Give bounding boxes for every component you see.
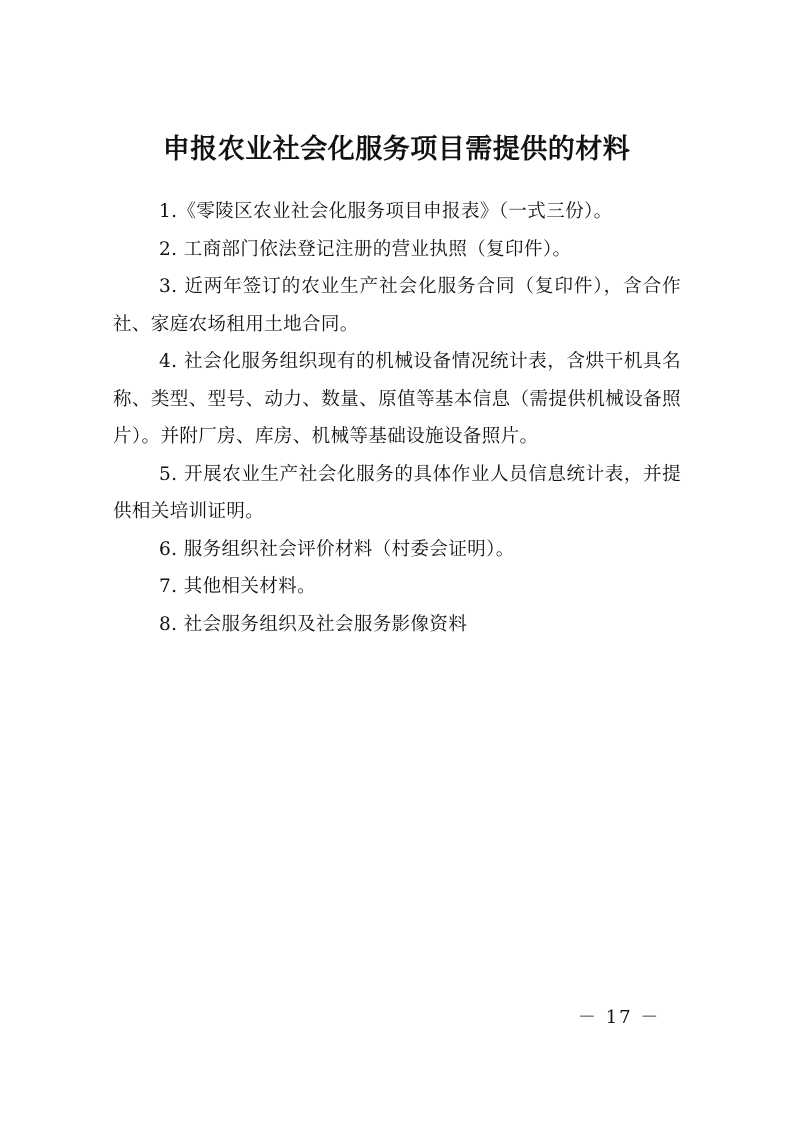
document-title: 申报农业社会化服务项目需提供的材料	[162, 134, 631, 166]
list-item: 4. 社会化服务组织现有的机械设备情况统计表，含烘干机具名称、类型、型号、动力、数量、原值等基本信息（需提供机械设备照片）。并附厂房、库房、机械等基础设施设备照片。	[113, 351, 681, 447]
list-item: 8. 社会服务组织及社会服务影像资料	[159, 613, 468, 635]
list-item: 6. 服务组织社会评价材料（村委会证明）。	[159, 538, 515, 560]
list-item: 5. 开展农业生产社会化服务的具体作业人员信息统计表，并提供相关培训证明。	[113, 463, 681, 522]
list-item: 7. 其他相关材料。	[159, 576, 317, 597]
materials-list	[113, 193, 681, 643]
list-item: 3. 近两年签订的农业生产社会化服务合同（复印件），含合作社、家庭农场租用土地合同。	[113, 276, 681, 335]
list-item: 1.《零陵区农业社会化服务项目申报表》（一式三份）。	[159, 201, 613, 222]
list-item: 2. 工商部门依法登记注册的营业执照（复印件）。	[159, 238, 572, 260]
page-number: － 17 －	[578, 1007, 661, 1028]
